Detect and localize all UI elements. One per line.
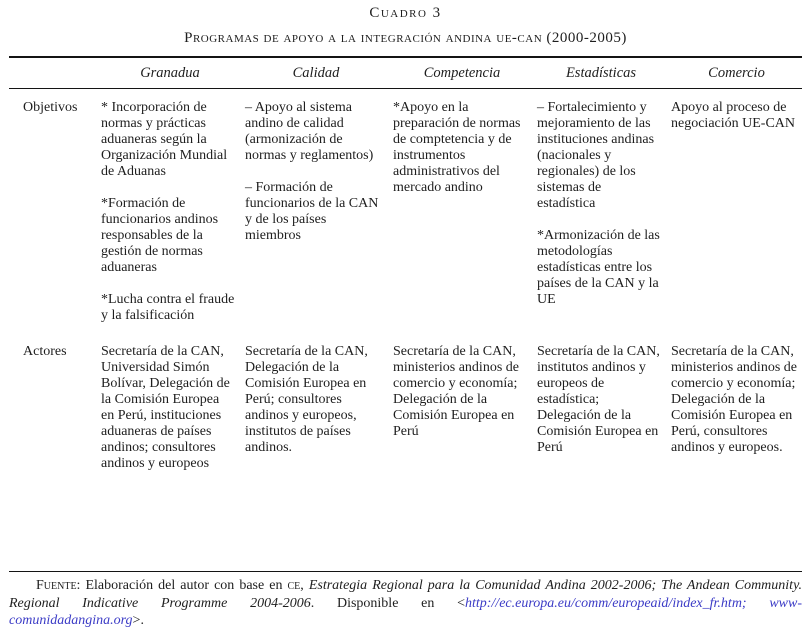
note-segment: >. <box>132 613 144 628</box>
note-segment: Elaboración del autor con base en <box>85 578 288 593</box>
cell-paragraph: Apoyo al proceso de negociación UE-CAN <box>671 100 796 131</box>
cell-objetivos-competencia <box>393 100 531 324</box>
cell-paragraph: *Lucha contra el fraude y la falsificación <box>101 292 235 323</box>
cell-paragraph: Secretaría de la CAN, Delegación de la Comisión Europea en Perú; consultores andinos y europeos, institutos de países andinos. <box>245 344 368 455</box>
cell-paragraph: Secretaría de la CAN, ministerios andinos de comercio y economía; Delegación de la Comisión Europea en Perú <box>393 344 519 439</box>
source-link[interactable]: http://ec.europa.eu/comm/europeaid/index_fr.htm; www-comunidadangina.org <box>9 595 802 628</box>
cell-objetivos-comercio <box>671 100 802 324</box>
note-segment: ce <box>287 578 301 593</box>
cell-objetivos-granadua <box>101 100 239 324</box>
table-body <box>9 89 802 571</box>
column-header-estadisticas: Estadísticas <box>565 65 637 81</box>
note-segment: Estrategia Regional para la Comunidad Andina 2002-2006; The Andean Community. Regional Indicative Programme 2004-2006 <box>9 578 803 611</box>
header-corner-cell <box>9 65 95 82</box>
table-header-row <box>9 58 802 89</box>
row-label-actores: Actores <box>23 344 67 359</box>
cell-paragraph: Secretaría de la CAN, ministerios andinos de comercio y economía; Delegación de la Comisión Europea en Perú, consultores andinos y europeos. <box>671 344 797 455</box>
column-header-granadua: Granadua <box>140 65 200 81</box>
cell-paragraph: *Armonización de las metodologías estadísticas entre los países de la CAN y la UE <box>537 228 660 307</box>
table-caption-number: Cuadro 3 <box>369 5 442 21</box>
note-segment: , <box>300 578 309 593</box>
note-segment: Fuente: <box>36 578 86 593</box>
cell-objetivos-estadisticas <box>537 100 665 324</box>
cell-actores-estadisticas <box>537 344 665 472</box>
cell-actores-granadua <box>101 344 239 472</box>
table-row-objetivos <box>9 100 802 324</box>
column-header-calidad: Calidad <box>292 65 340 81</box>
table-caption-title: Programas de apoyo a la integración andina ue-can (2000-2005) <box>184 30 627 46</box>
cell-paragraph: * Incorporación de normas y prácticas aduaneras según la Organización Mundial de Aduanas <box>101 100 228 179</box>
column-header-competencia: Competencia <box>423 65 501 81</box>
note-segment: . Disponible en < <box>310 595 465 611</box>
cell-paragraph: – Formación de funcionarios de la CAN y de los países miembros <box>245 180 379 243</box>
cell-paragraph: *Apoyo en la preparación de normas de comptetencia y de instrumentos administrativos del mercado andino <box>393 100 521 195</box>
column-header-comercio: Comercio <box>708 65 765 81</box>
cell-paragraph: – Fortalecimiento y mejoramiento de las instituciones andinas (nacionales y regionales) de los sistemas de estadística <box>537 100 655 211</box>
source-note <box>9 571 802 630</box>
cell-paragraph: Secretaría de la CAN, Universidad Simón Bolívar, Delegación de la Comisión Europea en Perú, instituciones aduaneras de países andinos; consultores andinos y europeos <box>101 344 230 471</box>
cell-actores-comercio <box>671 344 802 472</box>
cell-actores-calidad <box>245 344 387 472</box>
cell-actores-competencia <box>393 344 531 472</box>
programs-table <box>9 56 802 571</box>
table-row-actores <box>9 344 802 472</box>
row-label-objetivos: Objetivos <box>23 100 78 115</box>
source-note-text <box>9 572 802 630</box>
cell-objetivos-calidad <box>245 100 387 324</box>
cell-paragraph: *Formación de funcionarios andinos responsables de la gestión de normas aduaneras <box>101 196 219 275</box>
cell-paragraph: Secretaría de la CAN, institutos andinos y europeos de estadística; Delegación de la Comisión Europea en Perú <box>537 344 660 455</box>
cell-paragraph: – Apoyo al sistema andino de calidad (armonización de normas y reglamentos) <box>245 100 374 163</box>
